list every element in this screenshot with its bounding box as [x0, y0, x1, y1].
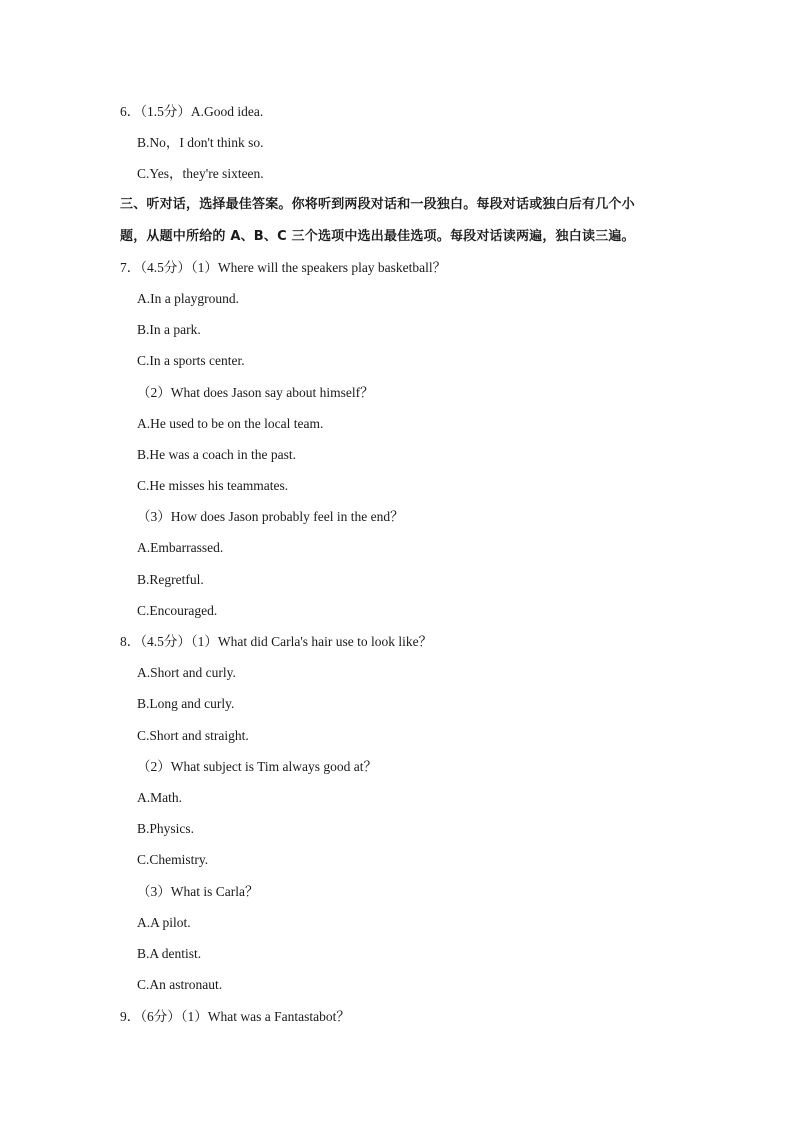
question-7-3-option-c: C.Encouraged. — [137, 603, 218, 618]
question-7-3-stem: （3）How does Jason probably feel in the end？ — [137, 509, 404, 524]
question-7-1-option-a: A.In a playground. — [137, 291, 239, 306]
question-8-2-option-c: C.Chemistry. — [137, 852, 209, 867]
question-8-1-option-b: B.Long and curly. — [137, 696, 235, 711]
question-7-2-option-c: C.He misses his teammates. — [137, 478, 289, 493]
question-9-stem: 9．（6分）（1）What was a Fantastabot？ — [120, 1009, 350, 1024]
question-8-3-stem: （3）What is Carla？ — [137, 884, 259, 899]
question-8-2-option-a: A.Math. — [137, 790, 182, 805]
question-8-stem: 8．（4.5分）（1）What did Carla's hair use to look like？ — [120, 634, 433, 649]
question-6-option-c: C.Yes，they're sixteen. — [137, 166, 264, 181]
question-8-1-option-a: A.Short and curly. — [137, 665, 236, 680]
question-7-stem: 7．（4.5分）（1）Where will the speakers play basketball？ — [120, 260, 447, 275]
question-8-3-option-c: C.An astronaut. — [137, 977, 223, 992]
question-6-stem: 6．（1.5分）A.Good idea. — [120, 104, 264, 119]
question-8-3-option-b: B.A dentist. — [137, 946, 202, 961]
question-8-2-option-b: B.Physics. — [137, 821, 195, 836]
question-8-1-option-c: C.Short and straight. — [137, 728, 249, 743]
question-8-3-option-a: A.A pilot. — [137, 915, 191, 930]
section-3-instructions-line-1: 三、听对话，选择最佳答案。你将听到两段对话和一段独白。每段对话或独白后有几个小 — [120, 197, 635, 212]
question-7-1-option-c: C.In a sports center. — [137, 353, 245, 368]
section-3-instructions-line-2: 题，从题中所给的 A、B、C 三个选项中选出最佳选项。每段对话读两遍，独白读三遍。 — [120, 229, 635, 244]
question-7-3-option-a: A.Embarrassed. — [137, 540, 224, 555]
question-6-option-b: B.No，I don't think so. — [137, 135, 264, 150]
question-7-2-option-a: A.He used to be on the local team. — [137, 416, 324, 431]
question-7-3-option-b: B.Regretful. — [137, 572, 204, 587]
question-8-2-stem: （2）What subject is Tim always good at？ — [137, 759, 377, 774]
question-7-2-stem: （2）What does Jason say about himself？ — [137, 385, 374, 400]
question-7-1-option-b: B.In a park. — [137, 322, 201, 337]
question-7-2-option-b: B.He was a coach in the past. — [137, 447, 296, 462]
